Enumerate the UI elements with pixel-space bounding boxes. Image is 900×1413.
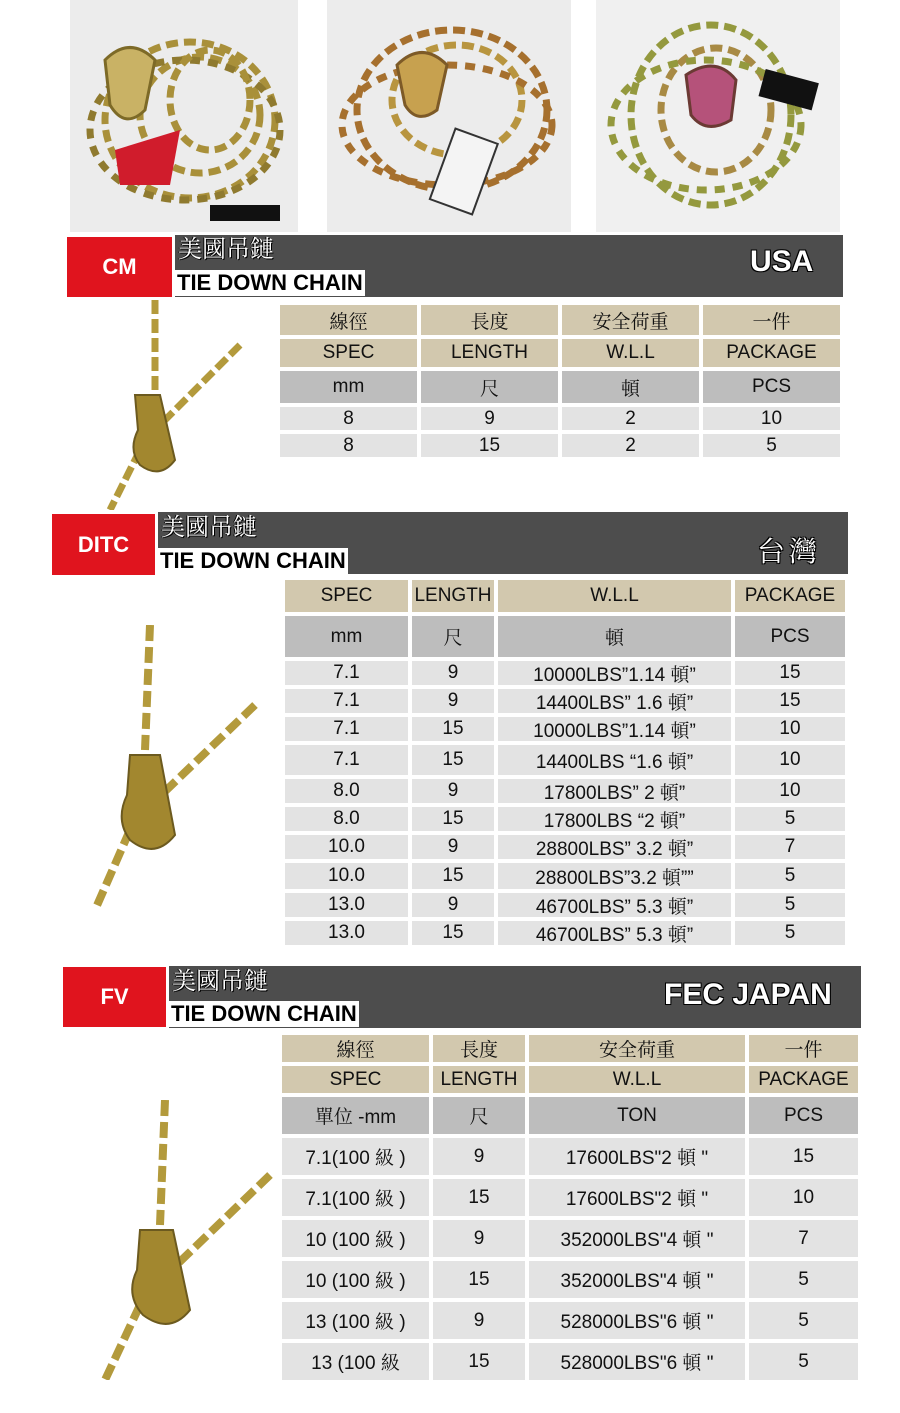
table-cell: 15 [735, 689, 845, 713]
unit-cell: TON [529, 1097, 745, 1134]
origin-label: FEC JAPAN [664, 978, 832, 1011]
unit-cell: 頓 [498, 616, 731, 657]
section-code-badge: FV [63, 967, 166, 1027]
table-cell: 10 [735, 779, 845, 803]
table-cell: 7.1(100 級 ) [282, 1138, 429, 1175]
spec-table [282, 1035, 862, 1380]
unit-cell: PCS [735, 616, 845, 657]
table-cell: 10 [735, 717, 845, 741]
table-cell: 7.1 [285, 717, 408, 741]
unit-cell: 尺 [433, 1097, 525, 1134]
table-cell: 8.0 [285, 807, 408, 831]
table-cell: 15 [412, 717, 494, 741]
header-zh-cell: 一件 [703, 305, 840, 335]
table-cell: 9 [433, 1220, 525, 1257]
table-cell: 352000LBS"4 頓 " [529, 1261, 745, 1298]
header-en-cell: PACKAGE [703, 339, 840, 367]
table-cell: 15 [412, 863, 494, 889]
table-cell: 17800LBS “2 頓” [498, 807, 731, 831]
table-cell: 5 [749, 1302, 858, 1339]
table-cell: 10000LBS”1.14 頓” [498, 717, 731, 741]
table-cell: 17600LBS"2 頓 " [529, 1138, 745, 1175]
product-photo-3 [596, 0, 840, 232]
header-en-cell: PACKAGE [749, 1066, 858, 1093]
table-cell: 13 (100 級 [282, 1343, 429, 1380]
section-title-en: TIE DOWN CHAIN [177, 270, 363, 295]
table-cell: 15 [749, 1138, 858, 1175]
table-cell: 9 [412, 661, 494, 685]
section-title-zh: 美國吊鏈 [161, 513, 257, 541]
section-title-zh: 美國吊鏈 [178, 235, 274, 263]
table-cell: 46700LBS” 5.3 頓” [498, 893, 731, 917]
table-cell: 7.1 [285, 689, 408, 713]
table-cell: 15 [433, 1343, 525, 1380]
table-cell: 15 [421, 434, 558, 457]
unit-cell: 尺 [421, 371, 558, 403]
unit-cell: mm [285, 616, 408, 657]
table-cell: 5 [735, 807, 845, 831]
table-cell: 17600LBS"2 頓 " [529, 1179, 745, 1216]
spec-table [285, 580, 845, 945]
table-cell: 15 [433, 1179, 525, 1216]
header-en-cell: LENGTH [412, 580, 494, 612]
chain-coil-photo-icon [70, 0, 298, 232]
table-cell: 14400LBS “1.6 頓” [498, 745, 731, 775]
table-cell: 9 [412, 835, 494, 859]
table-cell: 8 [280, 407, 417, 430]
chain-hook-photo-icon [95, 1100, 275, 1380]
unit-cell: 單位 -mm [282, 1097, 429, 1134]
table-cell: 13.0 [285, 921, 408, 945]
table-cell: 10 (100 級 ) [282, 1261, 429, 1298]
table-cell: 9 [412, 689, 494, 713]
table-cell: 7 [749, 1220, 858, 1257]
table-cell: 7.1(100 級 ) [282, 1179, 429, 1216]
header-en-cell: W.L.L [562, 339, 699, 367]
table-cell: 15 [412, 745, 494, 775]
table-cell: 15 [433, 1261, 525, 1298]
table-cell: 10.0 [285, 835, 408, 859]
section-code-badge: CM [67, 237, 172, 297]
table-cell: 2 [562, 407, 699, 430]
section-title-zh: 美國吊鏈 [172, 967, 268, 995]
origin-label: 台灣 [757, 535, 822, 568]
table-cell: 9 [412, 893, 494, 917]
table-cell: 14400LBS” 1.6 頓” [498, 689, 731, 713]
header-zh-cell: 線徑 [282, 1035, 429, 1062]
unit-cell: PCS [703, 371, 840, 403]
header-en-cell: LENGTH [433, 1066, 525, 1093]
table-cell: 2 [562, 434, 699, 457]
table-cell: 5 [735, 863, 845, 889]
header-zh-cell: 一件 [749, 1035, 858, 1062]
table-cell: 9 [433, 1302, 525, 1339]
table-cell: 5 [749, 1343, 858, 1380]
chain-hook-photo-icon [85, 625, 260, 910]
chain-hook-photo-icon [100, 300, 245, 510]
table-cell: 8 [280, 434, 417, 457]
spec-table [280, 305, 840, 457]
table-cell: 10000LBS”1.14 頓” [498, 661, 731, 685]
header-zh-cell: 安全荷重 [562, 305, 699, 335]
table-cell: 13 (100 級 ) [282, 1302, 429, 1339]
table-cell: 46700LBS” 5.3 頓” [498, 921, 731, 945]
section-code-badge: DITC [52, 514, 155, 575]
table-cell: 15 [412, 807, 494, 831]
product-photo-1 [70, 0, 298, 232]
table-cell: 5 [749, 1261, 858, 1298]
unit-cell: 尺 [412, 616, 494, 657]
table-cell: 28800LBS” 3.2 頓” [498, 835, 731, 859]
unit-cell: mm [280, 371, 417, 403]
table-cell: 7.1 [285, 745, 408, 775]
table-cell: 528000LBS"6 頓 " [529, 1343, 745, 1380]
header-en-cell: LENGTH [421, 339, 558, 367]
section-title-en: TIE DOWN CHAIN [171, 1001, 357, 1026]
table-cell: 10 [703, 407, 840, 430]
table-cell: 28800LBS”3.2 頓”” [498, 863, 731, 889]
origin-label: USA [750, 245, 814, 278]
chain-coil-photo-icon [596, 0, 840, 232]
table-cell: 9 [412, 779, 494, 803]
header-zh-cell: 長度 [433, 1035, 525, 1062]
table-cell: 17800LBS” 2 頓” [498, 779, 731, 803]
table-cell: 9 [433, 1138, 525, 1175]
table-cell: 352000LBS"4 頓 " [529, 1220, 745, 1257]
table-cell: 7 [735, 835, 845, 859]
table-cell: 5 [703, 434, 840, 457]
header-en-cell: SPEC [280, 339, 417, 367]
header-en-cell: W.L.L [498, 580, 731, 612]
table-cell: 9 [421, 407, 558, 430]
section-title-en: TIE DOWN CHAIN [160, 548, 346, 573]
table-cell: 7.1 [285, 661, 408, 685]
table-cell: 15 [412, 921, 494, 945]
header-en-cell: SPEC [285, 580, 408, 612]
unit-cell: 頓 [562, 371, 699, 403]
table-cell: 10 [735, 745, 845, 775]
table-cell: 10.0 [285, 863, 408, 889]
table-cell: 5 [735, 893, 845, 917]
header-zh-cell: 安全荷重 [529, 1035, 745, 1062]
table-cell: 13.0 [285, 893, 408, 917]
header-en-cell: SPEC [282, 1066, 429, 1093]
table-cell: 5 [735, 921, 845, 945]
table-cell: 10 (100 級 ) [282, 1220, 429, 1257]
table-cell: 8.0 [285, 779, 408, 803]
unit-cell: PCS [749, 1097, 858, 1134]
header-zh-cell: 線徑 [280, 305, 417, 335]
table-cell: 15 [735, 661, 845, 685]
table-cell: 528000LBS"6 頓 " [529, 1302, 745, 1339]
header-zh-cell: 長度 [421, 305, 558, 335]
header-en-cell: W.L.L [529, 1066, 745, 1093]
header-en-cell: PACKAGE [735, 580, 845, 612]
chain-coil-photo-icon [327, 0, 571, 232]
product-photo-2 [327, 0, 571, 232]
table-cell: 10 [749, 1179, 858, 1216]
